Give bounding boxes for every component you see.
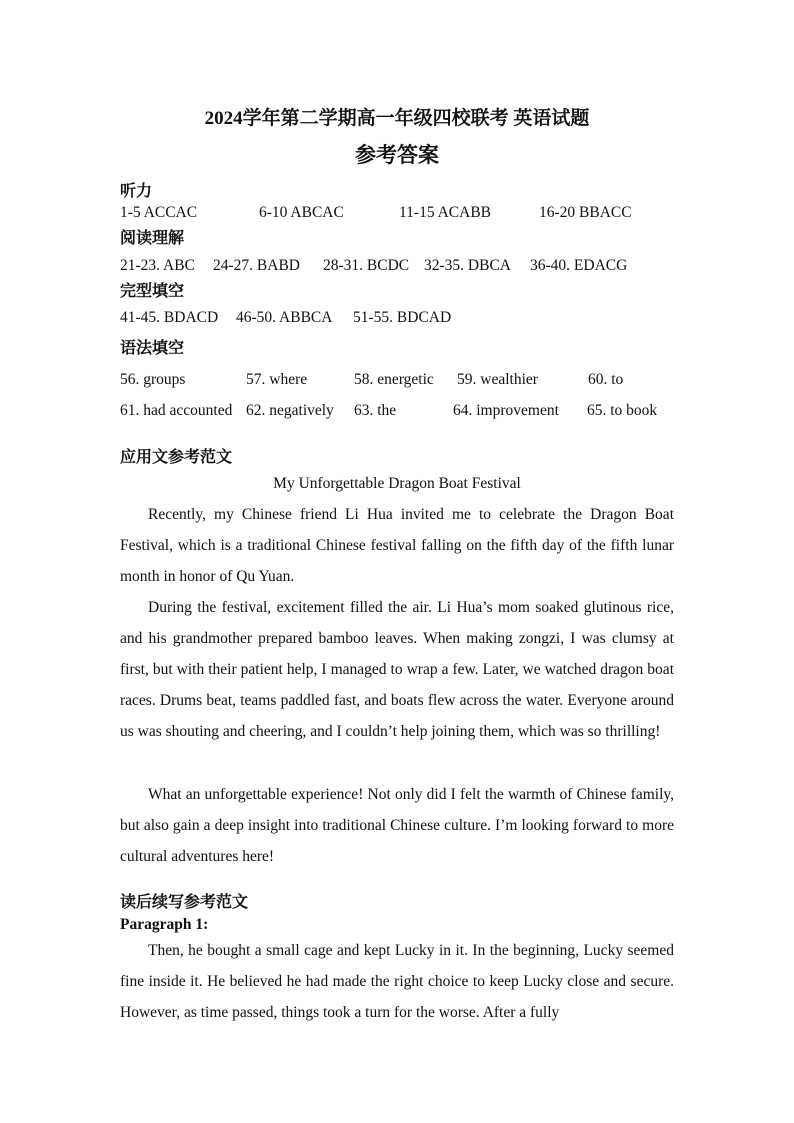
grammar-answers-row (120, 400, 680, 422)
section-heading-continuation: 读后续写参考范文 (120, 894, 249, 911)
section-heading-listening: 听力 (120, 183, 153, 200)
answer-group: 24-27. BABD (213, 257, 300, 274)
answer-group: 41-45. BDACD (120, 309, 219, 326)
continuation-paragraph: Then, he bought a small cage and kept Lucky in it. In the beginning, Lucky seemed fine inside it. He believed he had made the right choice to keep Lucky close and secure. However, as time passed, things took a turn for the worse. After a fully (120, 942, 674, 1021)
answer-item: 58. energetic (354, 371, 434, 388)
answer-group: 51-55. BDCAD (353, 309, 452, 326)
answer-item: 56. groups (120, 371, 186, 388)
answer-item: 62. negatively (246, 402, 334, 419)
essay-paragraph: During the festival, excitement filled the air. Li Hua’s mom soaked glutinous rice, and his grandmother prepared bamboo leaves. When making zongzi, I was clumsy at first, but with their patient help, I managed to wrap a few. Later, we watched dragon boat races. Drums beat, teams paddled fast, and boats flew across the water. Everyone around us was shouting and cheering, and I couldn’t help joining them, which was so thrilling! (120, 599, 674, 740)
document-title: 2024学年第二学期高一年级四校联考 英语试题 (204, 108, 590, 129)
document-subtitle: 参考答案 (355, 143, 439, 167)
essay-paragraph: What an unforgettable experience! Not only did I felt the warmth of Chinese family, but also gain a deep insight into traditional Chinese culture. I’m looking forward to more cultural adventures here! (120, 786, 674, 865)
answer-group: 11-15 ACABB (399, 204, 492, 221)
reading-answers-row (120, 255, 680, 277)
answer-item: 61. had accounted (120, 402, 233, 419)
answer-item: 64. improvement (453, 402, 559, 419)
answer-item: 65. to book (587, 402, 658, 419)
grammar-answers-row (120, 369, 680, 391)
section-heading-grammar: 语法填空 (120, 340, 185, 357)
answer-group: 6-10 ABCAC (259, 204, 344, 221)
essay-paragraph: Recently, my Chinese friend Li Hua invited me to celebrate the Dragon Boat Festival, which is a traditional Chinese festival falling on the fifth day of the fifth lunar month in honor of Qu Yuan. (120, 506, 674, 585)
answer-group: 46-50. ABBCA (236, 309, 333, 326)
answer-item: 57. where (246, 371, 308, 388)
answer-group: 16-20 BBACC (539, 204, 632, 221)
answer-item: 59. wealthier (457, 371, 538, 388)
section-heading-cloze: 完型填空 (120, 283, 185, 300)
answer-group: 28-31. BCDC (323, 257, 410, 274)
answer-group: 36-40. EDACG (530, 257, 628, 274)
cloze-answers-row (120, 307, 680, 329)
section-heading-reading: 阅读理解 (120, 230, 185, 247)
answer-group: 32-35. DBCA (424, 257, 511, 274)
listening-answers-row (120, 202, 680, 224)
answer-item: 63. the (354, 402, 397, 419)
answer-group: 21-23. ABC (120, 257, 195, 274)
answer-group: 1-5 ACCAC (120, 204, 198, 221)
paragraph-label: Paragraph 1: (120, 916, 209, 933)
section-heading-writing: 应用文参考范文 (120, 449, 233, 466)
answer-item: 60. to (588, 371, 624, 388)
essay-title: My Unforgettable Dragon Boat Festival (273, 475, 521, 492)
